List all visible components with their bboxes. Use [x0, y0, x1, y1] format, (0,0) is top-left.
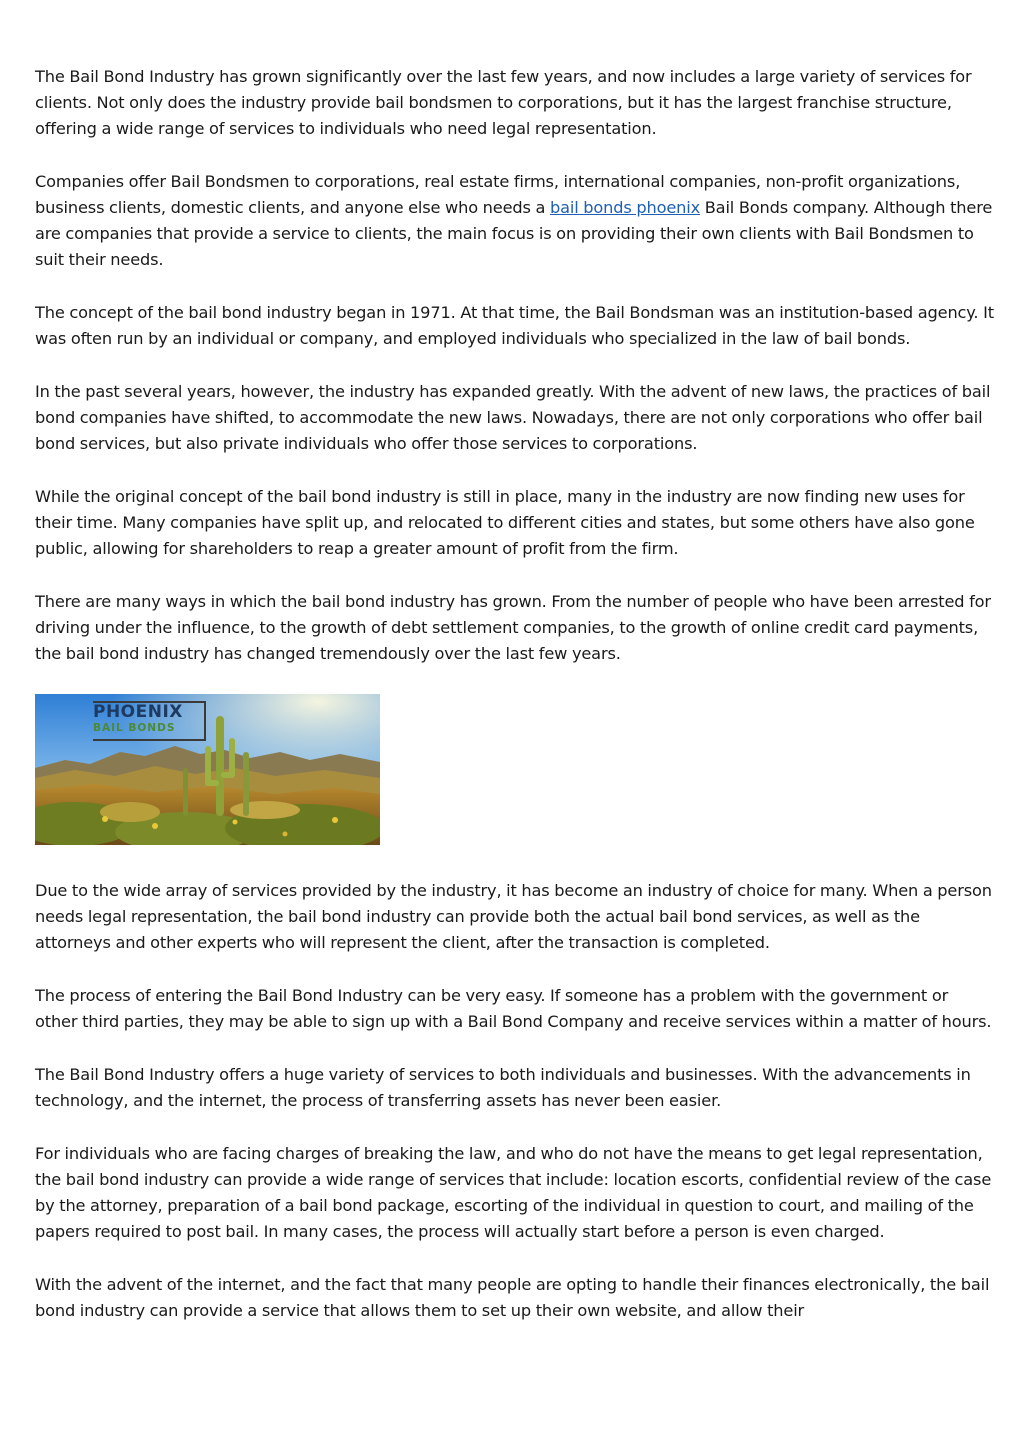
paragraph-3: The concept of the bail bond industry began in 1971. At that time, the Bail Bondsman was an institution-based agency. It was often run by an individual or company, and employed individuals who specialized in the law of bail bonds. [35, 303, 994, 348]
paragraph-7: Due to the wide array of services provided by the industry, it has become an industry of choice for many. When a person needs legal representation, the bail bond industry can provide both the actual bail bond services, as well as the attorneys and other experts who will represent the client, after the transaction is completed. [35, 881, 992, 952]
paragraph-4: In the past several years, however, the industry has expanded greatly. With the advent of new laws, the practices of bail bond companies have shifted, to accommodate the new laws. Nowadays, there are not only corporations who offer bail bond services, but also private individuals who offer those services to corporations. [35, 382, 991, 453]
paragraph-8: The process of entering the Bail Bond Industry can be very easy. If someone has a problem with the government or other third parties, they may be able to sign up with a Bail Bond Company and receive services within a matter of hours. [35, 986, 992, 1031]
phoenix-bail-bonds-image [35, 694, 380, 845]
paragraph-11: With the advent of the internet, and the fact that many people are opting to handle their finances electronically, the bail bond industry can provide a service that allows them to set up their own website, and allow their [35, 1275, 990, 1320]
logo-subtitle: BAIL BONDS [93, 722, 176, 734]
paragraph-6: There are many ways in which the bail bond industry has grown. From the number of people who have been arrested for driving under the influence, to the growth of debt settlement companies, to the growth of online credit card payments, the bail bond industry has changed tremendously over the last few years. [35, 592, 991, 663]
paragraph-2-text-before: Companies offer Bail Bondsmen to corporations, real estate firms, international companies, non-profit organizations, business clients, domestic clients, and anyone else who needs a [35, 172, 961, 217]
document-body [35, 64, 995, 1351]
logo-title: PHOENIX [93, 702, 183, 722]
paragraph-9: The Bail Bond Industry offers a huge variety of services to both individuals and businesses. With the advancements in technology, and the internet, the process of transferring assets has never been easier. [35, 1065, 971, 1110]
paragraph-2-text-after: Bail Bonds company. Although there are companies that provide a service to clients, the main focus is on providing their own clients with Bail Bondsmen to suit their needs. [35, 198, 993, 269]
paragraph-1: The Bail Bond Industry has grown significantly over the last few years, and now includes a large variety of services for clients. Not only does the industry provide bail bondsmen to corporations, but it has the largest franchise structure, offering a wide range of services to individuals who need legal representation. [35, 67, 972, 138]
paragraph-5: While the original concept of the bail bond industry is still in place, many in the industry are now finding new uses for their time. Many companies have split up, and relocated to different cities and states, but some others have also gone public, allowing for shareholders to reap a greater amount of profit from the firm. [35, 487, 975, 558]
paragraph-10: For individuals who are facing charges of breaking the law, and who do not have the means to get legal representation, the bail bond industry can provide a wide range of services that include: location escorts, confidential review of the case by the attorney, preparation of a bail bond package, escorting of the individual in question to court, and mailing of the papers required to post bail. In many cases, the process will actually start before a person is even charged. [35, 1144, 992, 1241]
paragraph-2 [35, 169, 995, 273]
desert-landscape-illustration [35, 694, 380, 845]
bail-bonds-phoenix-link[interactable]: bail bonds phoenix [549, 198, 701, 217]
